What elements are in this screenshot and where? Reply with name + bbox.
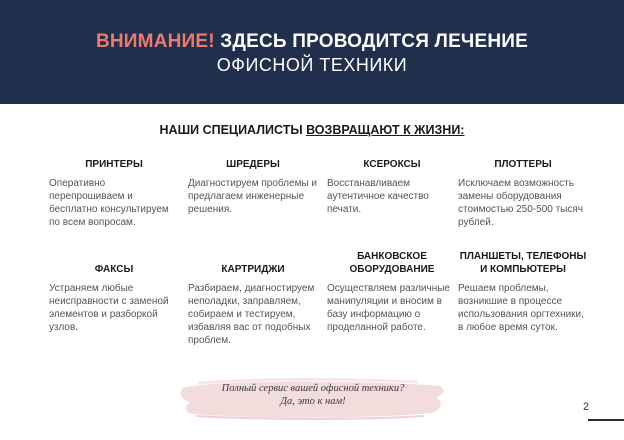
page-number-underline: [588, 419, 624, 421]
subtitle-part1: НАШИ СПЕЦИАЛИСТЫ: [159, 123, 307, 137]
headline-line2: ОФИСНОЙ ТЕХНИКИ: [216, 55, 408, 75]
service-item-shredders: [188, 143, 318, 216]
service-item-faxes: [49, 248, 179, 334]
service-title: ПЛОТТЕРЫ: [494, 159, 552, 170]
service-item-cartridges: [188, 248, 318, 347]
service-title: ШРЕДЕРЫ: [226, 159, 280, 170]
service-title: ПЛАНШЕТЫ, ТЕЛЕФОНЫ И КОМПЬЮТЕРЫ: [459, 251, 587, 275]
header-banner: [0, 0, 624, 104]
service-description: Диагностируем проблемы и предлагаем инженерные решения.: [188, 178, 318, 215]
service-title: ФАКСЫ: [94, 264, 134, 275]
service-description: Устраняем любые неисправности с заменой элементов и разборкой узлов.: [49, 283, 169, 333]
service-title: КСЕРОКСЫ: [363, 159, 421, 170]
headline-accent: ВНИМАНИЕ!: [95, 31, 215, 52]
tagline-line2: Да, это к нам!: [280, 396, 346, 407]
service-item-plotters: [458, 143, 588, 229]
service-description: Решаем проблемы, возникшие в процессе использования оргтехники, в любое время суток.: [458, 283, 584, 333]
service-description: Осуществляем различные манипуляции и вносим в базу информацию о проделанной работе.: [327, 283, 450, 333]
service-title: БАНКОВСКОЕ ОБОРУДОВАНИЕ: [349, 251, 435, 275]
tagline: [178, 382, 448, 408]
service-description: Исключаем возможность замены оборудования стоимостью 250-500 тысяч рублей.: [458, 178, 583, 228]
service-item-devices: [458, 248, 588, 334]
service-description: Оперативно перепрошиваем и бесплатно консультируем по всем вопросам.: [49, 178, 169, 228]
service-item-printers: [49, 143, 179, 229]
service-title: КАРТРИДЖИ: [221, 264, 285, 275]
subtitle-part2: ВОЗВРАЩАЮТ К ЖИЗНИ:: [306, 123, 465, 137]
headline: [0, 31, 624, 53]
page-number: 2: [583, 401, 590, 413]
service-title: ПРИНТЕРЫ: [85, 159, 143, 170]
service-item-copiers: [327, 143, 457, 216]
headline-rest: ЗДЕСЬ ПРОВОДИТСЯ ЛЕЧЕНИЕ: [214, 31, 529, 52]
service-item-banking: [327, 248, 457, 334]
tagline-line1: Полный сервис вашей офисной техники?: [221, 383, 405, 394]
service-description: Восстанавливаем аутентичное качество печати.: [327, 178, 429, 215]
service-description: Разбираем, диагностируем неполадки, заправляем, собираем и тестируем, избавляя вас от подобных проблем.: [188, 283, 315, 346]
section-subtitle: [0, 123, 624, 137]
